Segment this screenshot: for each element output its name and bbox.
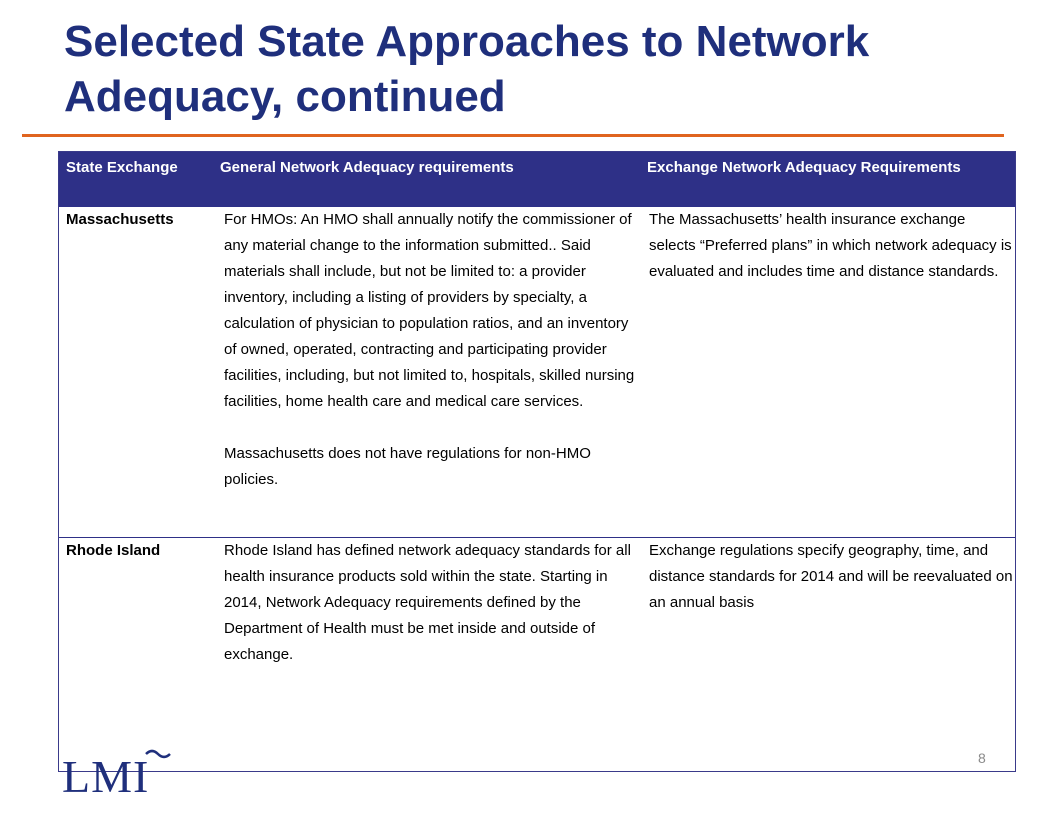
- table-row-massachusetts: [59, 207, 1015, 537]
- general-requirements-cell: [224, 207, 638, 493]
- general-requirements-cell: [224, 538, 638, 668]
- lmi-logo: [62, 744, 174, 800]
- state-name: Massachusetts: [66, 211, 174, 228]
- network-adequacy-table: [58, 151, 1016, 772]
- general-requirements-paragraph: Rhode Island has defined network adequacy standards for all health insurance products sold within the state. Starting in 2014, Network Adequacy requirements defined by the Department of Health must be met inside and outside of exchange.: [224, 542, 631, 663]
- title-underline: [22, 134, 1004, 137]
- state-name: Rhode Island: [66, 542, 161, 559]
- slide-title: Selected State Approaches to Network Adequacy, continued: [64, 17, 870, 121]
- page-number: 8: [978, 750, 986, 766]
- exchange-requirements-cell: Exchange regulations specify geography, time, and distance standards for 2014 and will be reevaluated on an annual basis: [649, 542, 1013, 611]
- exchange-requirements-cell: The Massachusetts’ health insurance exchange selects “Preferred plans” in which network adequacy is evaluated and includes time and distance standards.: [649, 211, 1012, 280]
- header-exchange-requirements: Exchange Network Adequacy Requirements: [647, 159, 961, 176]
- header-general-requirements: General Network Adequacy requirements: [220, 159, 514, 176]
- svg-text:LMI: LMI: [62, 751, 150, 800]
- header-state-exchange: State Exchange: [66, 159, 178, 176]
- general-requirements-paragraph: Massachusetts does not have regulations for non-HMO policies.: [224, 445, 591, 488]
- table-header-row: [59, 152, 1015, 207]
- table-row-rhode-island: [59, 537, 1015, 772]
- general-requirements-paragraph: For HMOs: An HMO shall annually notify the commissioner of any material change to the information submitted.. Said materials shall include, but not be limited to: a provider inventory, including a listing of providers by specialty, a calculation of physician to population ratios, and an inventory of owned, operated, contracting and participating provider facilities, including, but not limited to, hospitals, skilled nursing facilities, home health care and medical care services.: [224, 211, 635, 410]
